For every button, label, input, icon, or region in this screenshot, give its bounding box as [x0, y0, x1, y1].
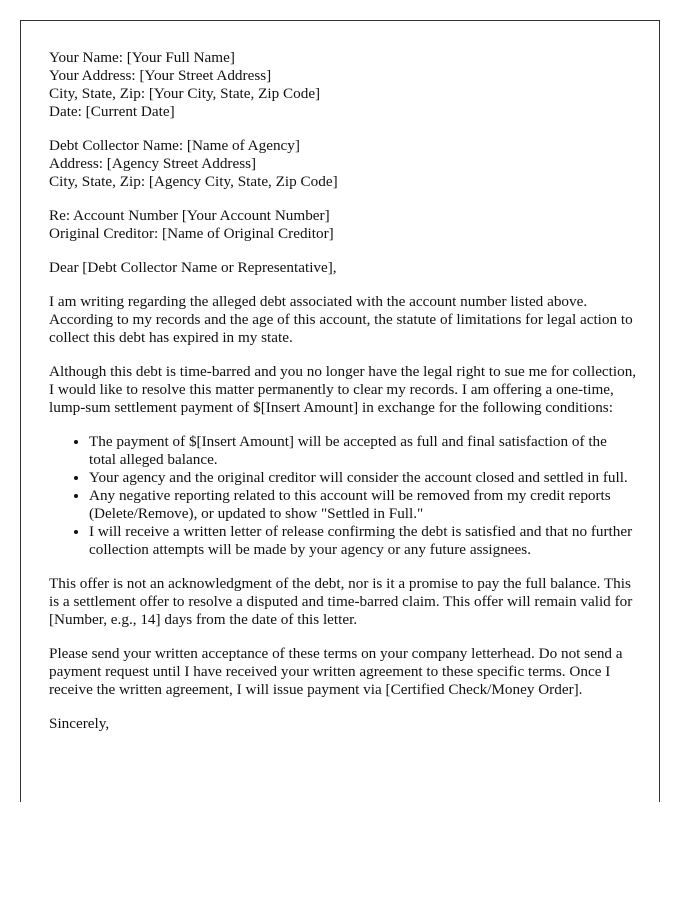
paragraph-offer: Although this debt is time-barred and you no longer have the legal right to sue me for collection, I would like to resolve this matter permanently to clear my records. I am offering a one-time, lump-sum settlement payment of $[Insert Amount] in exchange for the following conditions:	[49, 363, 637, 416]
sender-name: Your Name: [Your Full Name]	[49, 49, 235, 66]
closing: Sincerely,	[49, 715, 110, 732]
recipient-name: Debt Collector Name: [Name of Agency]	[49, 137, 300, 154]
condition-item: • Any negative reporting related to this account will be removed from my credit reports (Delete/Remove), or updated to show "Settled in Full."	[89, 487, 637, 523]
original-creditor: Original Creditor: [Name of Original Creditor]	[49, 225, 334, 242]
paragraph-disclaimer: This offer is not an acknowledgment of the debt, nor is it a promise to pay the full balance. This is a settlement offer to resolve a disputed and time-barred claim. This offer will remain valid for [Number, e.g., 14] days from the date of this letter.	[49, 575, 633, 628]
sender-address: Your Address: [Your Street Address]	[49, 67, 272, 84]
paragraph-intro: I am writing regarding the alleged debt associated with the account number listed above. According to my records and the age of this account, the statute of limitations for legal action to collect this debt has expired in my state.	[49, 293, 633, 346]
condition-item: • Your agency and the original creditor will consider the account closed and settled in full.	[89, 469, 637, 487]
condition-item: • The payment of $[Insert Amount] will be accepted as full and final satisfaction of the total alleged balance.	[89, 433, 637, 469]
paragraph-instructions: Please send your written acceptance of these terms on your company letterhead. Do not send a payment request until I have received your written agreement to these specific terms. Once I receive the written agreement, I will issue payment via [Certified Check/Money Order].	[49, 645, 623, 698]
sender-block	[49, 49, 637, 121]
reference-block	[49, 207, 637, 243]
condition-item: • I will receive a written letter of release confirming the debt is satisfied and that no further collection attempts will be made by your agency or any future assignees.	[89, 523, 637, 559]
recipient-city: City, State, Zip: [Agency City, State, Zip Code]	[49, 173, 338, 190]
conditions-list	[49, 433, 637, 559]
sender-city: City, State, Zip: [Your City, State, Zip Code]	[49, 85, 321, 102]
letter-date: Date: [Current Date]	[49, 103, 175, 120]
recipient-block	[49, 137, 637, 191]
letter-page	[20, 20, 660, 802]
recipient-address: Address: [Agency Street Address]	[49, 155, 257, 172]
account-reference: Re: Account Number [Your Account Number]	[49, 207, 330, 224]
salutation: Dear [Debt Collector Name or Representative],	[49, 259, 337, 276]
